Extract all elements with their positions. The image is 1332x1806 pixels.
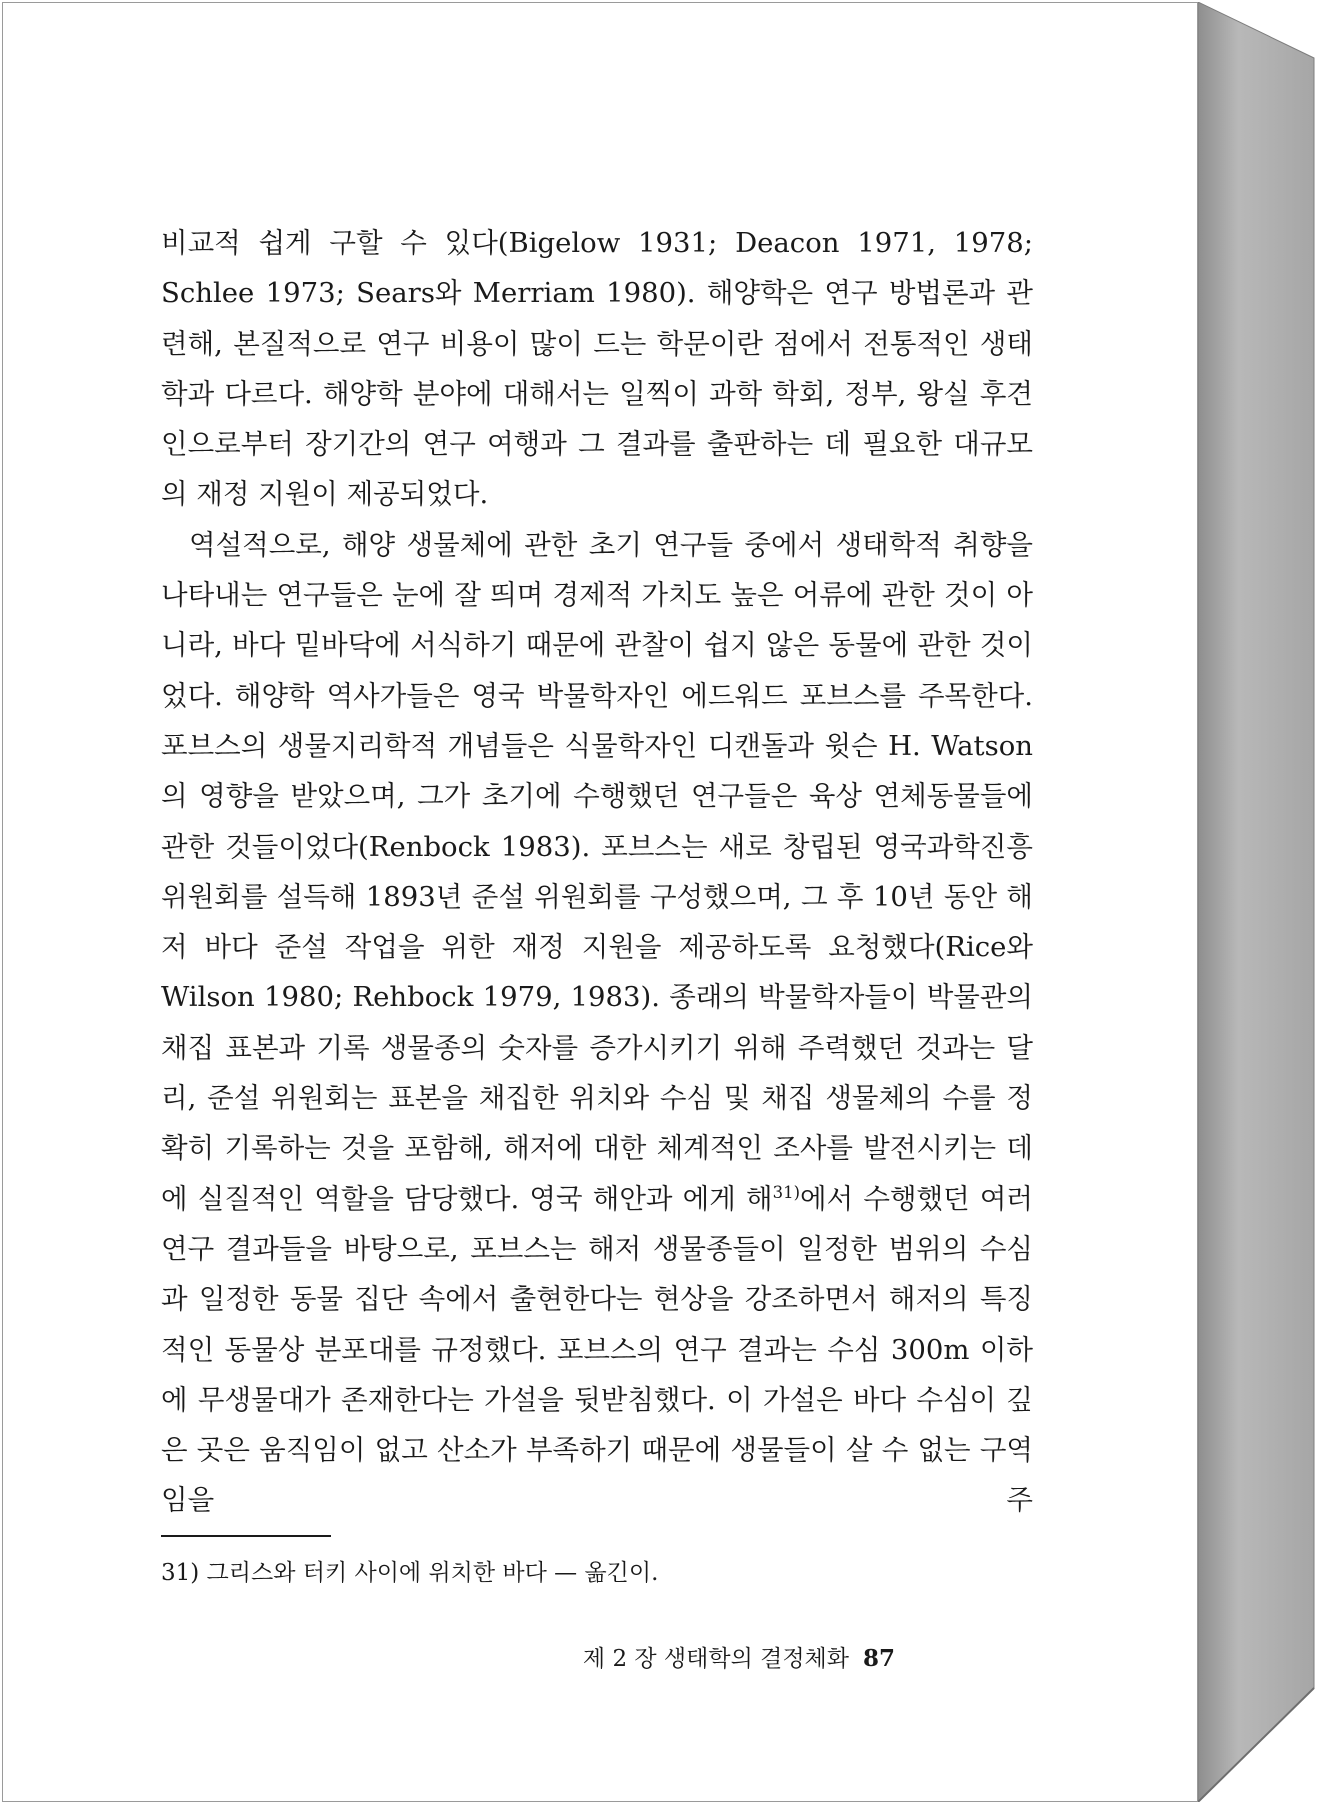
footnote-marker: 31) [772,1182,801,1202]
book-spine [1198,2,1326,1802]
book-page [2,2,1198,1802]
chapter-title: 제 2 장 생태학의 결정체화 [582,1646,849,1672]
paragraph-2 [161,520,1033,1526]
footnote: 31) 그리스와 터키 사이에 위치한 바다 — 옮긴이. [161,1560,659,1586]
page-number: 87 [862,1645,895,1672]
running-footer [583,1642,895,1676]
paragraph-2-continuation: 에서 수행했던 여러 연구 결과들을 바탕으로, 포브스는 해저 생물종들이 일정한 범위의 수심과 일정한 동물 집단 속에서 출현한다는 현상을 강조하면서 해저의 특징적인 동물상 분포대를 규정했다. 포브스의 연구 결과는 수심 300m 이하에 무생물대가 존재한다는 가설을 뒷받침했다. 이 가설은 바다 수심이 깊은 곳은 움직임이 없고 산소가 부족하기 때문에 생물들이 살 수 없는 구역임을 주 [161,1182,1033,1517]
footnote-divider [161,1535,331,1537]
paragraph-1: 비교적 쉽게 구할 수 있다(Bigelow 1931; Deacon 1971, 1978; Schlee 1973; Sears와 Merriam 1980). 해양학은 연구 방법론과 관련해, 본질적으로 연구 비용이 많이 드는 학문이란 점에서 전통적인 생태학과 다르다. 해양학 분야에 대해서는 일찍이 과학 학회, 정부, 왕실 후견인으로부터 장기간의 연구 여행과 그 결과를 출판하는 데 필요한 대규모의 재정 지원이 제공되었다. [161,227,1033,511]
paragraph-2-text: 역설적으로, 해양 생물체에 관한 초기 연구들 중에서 생태학적 취향을 나타내는 연구들은 눈에 잘 띄며 경제적 가치도 높은 어류에 관한 것이 아니라, 바다 밑바닥에 서식하기 때문에 관찰이 쉽지 않은 동물에 관한 것이었다. 해양학 역사가들은 영국 박물학자인 에드워드 포브스를 주목한다. 포브스의 생물지리학적 개념들은 식물학자인 디캔돌과 윗슨 H. Watson의 영향을 받았으며, 그가 초기에 수행했던 연구들은 육상 연체동물들에 관한 것들이었다(Renbock 1983). 포브스는 새로 창립된 영국과학진흥위원회를 설득해 1893년 준설 위원회를 구성했으며, 그 후 10년 동안 해저 바다 준설 작업을 위한 재정 지원을 제공하도록 요청했다(Rice와 Wilson 1980; Rehbock 1979, 1983). 종래의 박물학자들이 박물관의 채집 표본과 기록 생물종의 숫자를 증가시키기 위해 주력했던 것과는 달리, 준설 위원회는 표본을 채집한 위치와 수심 및 채집 생물체의 수를 정확히 기록하는 것을 포함해, 해저에 대한 체계적인 조사를 발전시키는 데에 실질적인 역할을 담당했다. 영국 해안과 에게 해 [161,528,1033,1215]
body-text [161,218,1033,1526]
